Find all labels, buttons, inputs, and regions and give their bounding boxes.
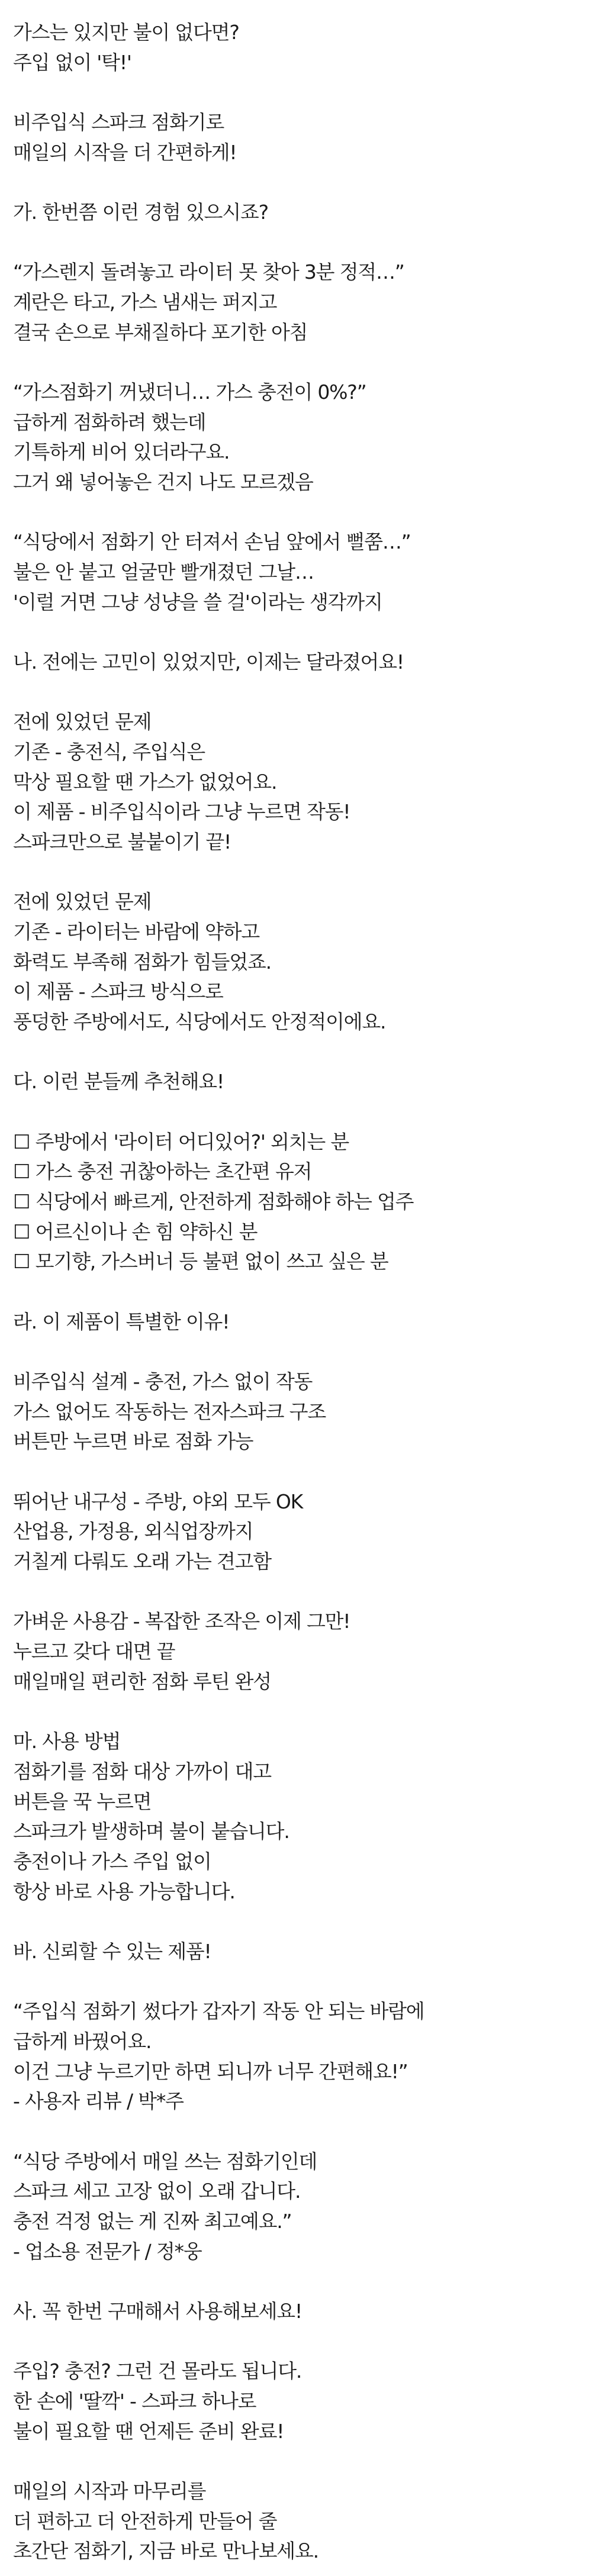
- feature-1-title: 비주입식 설계 - 충전, 가스 없이 작동: [13, 1370, 313, 1394]
- feature-2-title: 뛰어난 내구성 - 주방, 야외 모두 OK: [13, 1489, 303, 1513]
- problem-1-line-3: 막상 필요할 땐 가스가 없었어요.: [13, 770, 277, 794]
- usage-line-1: 점화기를 점화 대상 가까이 대고: [13, 1759, 271, 1783]
- section-heading-ma: 마. 사용 방법: [13, 1730, 121, 1753]
- checklist-item-2: ☐ 가스 충전 귀찮아하는 초간편 유저: [13, 1160, 312, 1184]
- story-2-quote: “가스점화기 꺼냈더니… 가스 충전이 0%?”: [13, 381, 366, 404]
- feature-1-line-2: 가스 없어도 작동하는 전자스파크 구조: [13, 1400, 326, 1423]
- checklist-item-3: ☐ 식당에서 빠르게, 안전하게 점화해야 하는 업주: [13, 1190, 414, 1214]
- review-1-line-2: 급하게 바꿨어요.: [13, 2029, 152, 2053]
- section-heading-da: 다. 이런 분들께 추천해요!: [13, 1070, 224, 1094]
- story-2-line-4: 그거 왜 넣어놓은 건지 나도 모르겠음: [13, 470, 313, 494]
- closing-line-4: 매일의 시작과 마무리를: [13, 2479, 206, 2503]
- review-2-line-2: 스파크 세고 고장 없이 오래 갑니다.: [13, 2180, 301, 2203]
- section-heading-ga: 가. 한번쯤 이런 경험 있으시죠?: [13, 201, 268, 224]
- problem-1-title: 전에 있었던 문제: [13, 710, 152, 734]
- closing-line-2: 한 손에 '딸깍' - 스파크 하나로: [13, 2389, 256, 2413]
- section-heading-sa: 사. 꼭 한번 구매해서 사용해보세요!: [13, 2299, 302, 2323]
- problem-1-line-2: 기존 - 충전식, 주입식은: [13, 740, 205, 764]
- usage-line-3: 스파크가 발생하며 불이 붙습니다.: [13, 1820, 289, 1843]
- intro-subline-1: 비주입식 스파크 점화기로: [13, 111, 224, 134]
- problem-2-line-3: 화력도 부족해 점화가 힘들었죠.: [13, 950, 271, 973]
- checklist-item-5: ☐ 모기향, 가스버너 등 불편 없이 쓰고 싶은 분: [13, 1250, 388, 1274]
- usage-line-5: 항상 바로 사용 가능합니다.: [13, 1879, 235, 1903]
- usage-line-2: 버튼을 꾹 누르면: [13, 1790, 152, 1813]
- review-1-author: - 사용자 리뷰 / 박*주: [13, 2090, 184, 2113]
- intro-subline-2: 매일의 시작을 더 간편하게!: [13, 140, 237, 164]
- review-2-author: - 업소용 전문가 / 정*웅: [13, 2239, 202, 2263]
- story-3-line-2: 불은 안 붙고 얼굴만 빨개졌던 그날…: [13, 560, 314, 583]
- review-2-line-1: “식당 주방에서 매일 쓰는 점화기인데: [13, 2149, 317, 2173]
- problem-2-title: 전에 있었던 문제: [13, 890, 152, 914]
- intro-headline-line-2: 주입 없이 '탁!': [13, 50, 131, 74]
- checklist-item-1: ☐ 주방에서 '라이터 어디있어?' 외치는 분: [13, 1130, 349, 1153]
- checklist-item-4: ☐ 어르신이나 손 힘 약하신 분: [13, 1220, 258, 1243]
- problem-2-line-5: 풍덩한 주방에서도, 식당에서도 안정적이에요.: [13, 1010, 386, 1034]
- review-1-line-3: 이건 그냥 누르기만 하면 되니까 너무 간편해요!”: [13, 2059, 408, 2083]
- feature-2-line-3: 거칠게 다뤄도 오래 가는 견고함: [13, 1550, 271, 1574]
- feature-2-line-2: 산업용, 가정용, 외식업장까지: [13, 1520, 253, 1543]
- review-2-line-3: 충전 걱정 없는 게 진짜 최고예요.”: [13, 2209, 292, 2233]
- feature-1-line-3: 버튼만 누르면 바로 점화 가능: [13, 1430, 253, 1453]
- problem-2-line-4: 이 제품 - 스파크 방식으로: [13, 980, 223, 1004]
- feature-3-line-2: 누르고 갖다 대면 끝: [13, 1640, 175, 1663]
- section-heading-na: 나. 전에는 고민이 있었지만, 이제는 달라졌어요!: [13, 650, 404, 673]
- problem-2-line-2: 기존 - 라이터는 바람에 약하고: [13, 920, 260, 944]
- closing-line-5: 더 편하고 더 안전하게 만들어 줄: [13, 2509, 277, 2533]
- feature-3-line-3: 매일매일 편리한 점화 루틴 완성: [13, 1669, 271, 1693]
- section-heading-ba: 바. 신뢰할 수 있는 제품!: [13, 1939, 211, 1963]
- closing-line-1: 주입? 충전? 그런 건 몰라도 됩니다.: [13, 2359, 302, 2383]
- closing-line-3: 불이 필요할 땐 언제든 준비 완료!: [13, 2419, 284, 2443]
- closing-line-6: 초간단 점화기, 지금 바로 만나보세요.: [13, 2539, 318, 2563]
- story-2-line-3: 기특하게 비어 있더라구요.: [13, 440, 230, 464]
- problem-1-line-5: 스파크만으로 불붙이기 끝!: [13, 830, 231, 854]
- feature-3-title: 가벼운 사용감 - 복잡한 조작은 이제 그만!: [13, 1610, 350, 1633]
- story-3-quote: “식당에서 점화기 안 터져서 손님 앞에서 뻘쭘…”: [13, 530, 411, 554]
- story-2-line-2: 급하게 점화하려 했는데: [13, 410, 206, 434]
- review-1-line-1: “주입식 점화기 썼다가 갑자기 작동 안 되는 바람에: [13, 2000, 424, 2023]
- story-1-line-2: 계란은 타고, 가스 냄새는 퍼지고: [13, 291, 277, 314]
- section-heading-ra: 라. 이 제품이 특별한 이유!: [13, 1310, 230, 1333]
- story-1-line-3: 결국 손으로 부채질하다 포기한 아침: [13, 320, 308, 344]
- usage-line-4: 충전이나 가스 주입 없이: [13, 1849, 211, 1873]
- intro-headline-line-1: 가스는 있지만 불이 없다면?: [13, 21, 239, 44]
- story-3-line-3: '이럴 거면 그냥 성냥을 쓸 걸'이라는 생각까지: [13, 590, 382, 614]
- story-1-quote: “가스렌지 돌려놓고 라이터 못 찾아 3분 정적…”: [13, 260, 404, 284]
- problem-1-line-4: 이 제품 - 비주입식이라 그냥 누르면 작동!: [13, 800, 350, 824]
